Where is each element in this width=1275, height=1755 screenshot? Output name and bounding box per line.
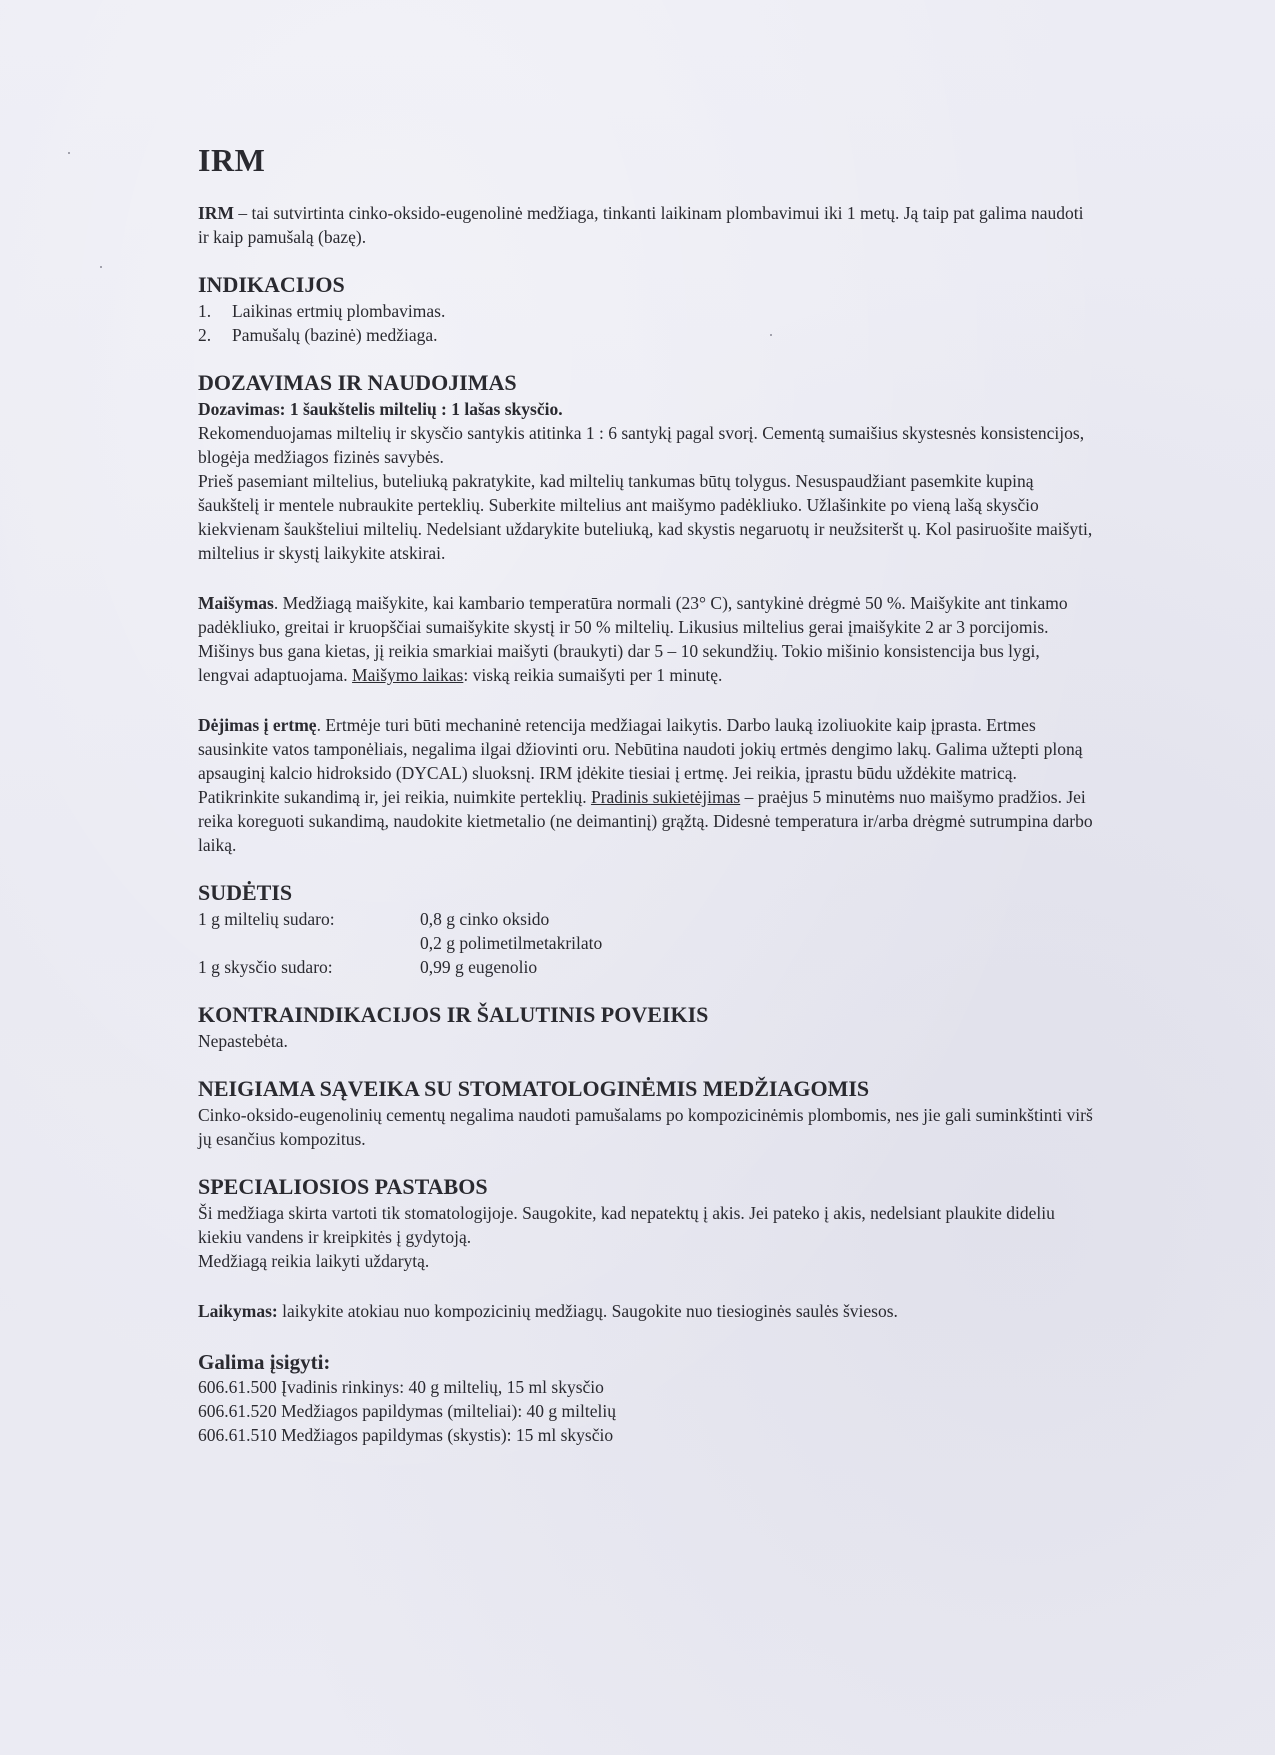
intro-paragraph <box>198 201 1095 249</box>
mixing-time-label: Maišymo laikas <box>352 665 464 685</box>
initial-set-label: Pradinis sukietėjimas <box>590 787 741 807</box>
mixing-lead: Maišymas <box>198 593 274 613</box>
composition-label: 1 g miltelių sudaro: <box>198 909 335 929</box>
list-item-text: Pamušalų (bazinė) medžiaga. <box>232 325 438 345</box>
scan-speck <box>68 152 70 154</box>
intro-lead: IRM <box>198 203 234 223</box>
special-notes-line-1: Ši medžiaga skirta vartoti tik stomatologijoje. Saugokite, kad nepatektų į akis. Jei pateko į akis, nedelsiant plaukite dideliu kiekiu vandens ir kreipkitės į gydytoją. <box>198 1203 1055 1247</box>
special-notes-line-2: Medžiagą reikia laikyti uždarytą. <box>198 1251 430 1271</box>
list-item <box>198 299 1095 323</box>
contraindications-heading: KONTRAINDIKACIJOS IR ŠALUTINIS POVEIKIS <box>198 1002 709 1027</box>
order-item: 606.61.500 Įvadinis rinkinys: 40 g miltelių, 15 ml skysčio <box>198 1377 604 1397</box>
available-section <box>198 1349 1095 1447</box>
table-row <box>198 955 602 979</box>
dose-line: Dozavimas: 1 šaukštelis miltelių : 1 lašas skysčio. <box>198 399 563 419</box>
order-item: 606.61.510 Medžiagos papildymas (skystis): 15 ml skysčio <box>198 1425 614 1445</box>
placement-text-2: – praėjus 5 minutėms nuo maišymo pradžios. Jei reika koreguoti sukandimą, naudokite kietmetalio (ne deimantinį) grąžtą. Didesnė temperatura ir/arba drėgmė sutrumpina darbo laiką. <box>198 787 1093 855</box>
dosage-paragraph-1: Rekomenduojamas miltelių ir skysčio santykis atitinka 1 : 6 santykį pagal svorį. Cementą sumaišius skystesnės konsistencijos, blogėja medžiagos fizinės savybės. <box>198 423 1085 467</box>
mixing-time-text: : viską reikia sumaišyti per 1 minutę. <box>463 665 723 685</box>
placement-section <box>198 713 1095 857</box>
dosage-heading: DOZAVIMAS IR NAUDOJIMAS <box>198 370 517 395</box>
storage-section <box>198 1299 1095 1323</box>
special-notes-heading: SPECIALIOSIOS PASTABOS <box>198 1174 488 1199</box>
composition-table <box>198 907 602 979</box>
placement-lead: Dėjimas į ertmę <box>198 715 317 735</box>
special-notes-section <box>198 1173 1095 1273</box>
mixing-paragraph <box>198 591 1095 687</box>
storage-text: laikykite atokiau nuo kompozicinių medžiagų. Saugokite nuo tiesioginės saulės šviesos. <box>277 1301 898 1321</box>
storage-paragraph <box>198 1299 1095 1323</box>
mixing-section <box>198 591 1095 687</box>
storage-lead: Laikymas: <box>198 1301 278 1321</box>
document-title: IRM <box>198 142 266 178</box>
contraindications-section <box>198 1001 1095 1053</box>
contraindications-text: Nepastebėta. <box>198 1031 288 1051</box>
scan-speck <box>100 266 102 268</box>
mixing-text: . Medžiagą maišykite, kai kambario temperatūra normali (23° C), santykinė drėgmė 50 %. Maišykite ant tinkamo padėkliuko, greitai ir kruopščiai sumaišykite skystį ir 50 % miltelių. Likusius miltelius gerai įmaišykite 2 ar 3 porcijomis. Mišinys bus gana kietas, jį reikia smarkiai maišyti (braukyti) dar 5 – 10 sekundžių. Tokio mišinio konsistencija bus lygi, lengvai adaptuojama. <box>198 593 1068 685</box>
intro-text: – tai sutvirtinta cinko-oksido-eugenolinė medžiaga, tinkanti laikinam plombavimui iki 1 metų. Ją taip pat galima naudoti ir kaip pamušalą (bazę). <box>198 203 1084 247</box>
available-heading: Galima įsigyti: <box>198 1350 331 1374</box>
composition-value: 0,8 g cinko oksido <box>420 909 550 929</box>
table-row <box>198 931 602 955</box>
interaction-heading: NEIGIAMA SĄVEIKA SU STOMATOLOGINĖMIS MEDŽIAGOMIS <box>198 1076 870 1101</box>
placement-paragraph <box>198 713 1095 857</box>
placement-text-1: . Ertmėje turi būti mechaninė retencija medžiagai laikytis. Darbo lauką izoliuokite kaip įprasta. Ertmes sausinkite vatos tamponėliais, negalima ilgai džiovinti oru. Nebūtina naudoti jokių ertmės dengimo lakų. Galima užtepti ploną apsauginį kalcio hidroksido (DYCAL) sluoksnį. IRM įdėkite tiesiai į ertmę. Jei reikia, įprastu būdu uždėkite matricą. Patikrinkite sukandimą ir, jei reikia, nuimkite perteklių. <box>198 715 1083 807</box>
list-item-number: 1. <box>198 301 212 321</box>
interaction-section <box>198 1075 1095 1151</box>
list-item-number: 2. <box>198 325 212 345</box>
order-item: 606.61.520 Medžiagos papildymas (milteliai): 40 g miltelių <box>198 1401 616 1421</box>
dosage-paragraph-2: Prieš pasemiant miltelius, buteliuką pakratykite, kad miltelių tankumas būtų tolygus. Nesuspaudžiant pasemkite kupiną šaukštelį ir mentele nubraukite perteklių. Suberkite miltelius ant maišymo padėkliuko. Užlašinkite po vieną lašą skysčio kiekvienam šaukšteliui miltelių. Nedelsiant uždarykite buteliuką, kad skystis negaruotų ir neužsiteršt ų. Kol pasiruošite maišyti, miltelius ir skystį laikykite atskirai. <box>198 471 1093 563</box>
indications-section <box>198 271 1095 347</box>
composition-heading: SUDĖTIS <box>198 880 293 905</box>
composition-label: 1 g skysčio sudaro: <box>198 957 333 977</box>
interaction-text: Cinko-oksido-eugenolinių cementų negalima naudoti pamušalams po kompozicinėmis plombomis, nes jie gali suminkštinti virš jų esančius kompozitus. <box>198 1105 1093 1149</box>
composition-section <box>198 879 1095 979</box>
dosage-section <box>198 369 1095 565</box>
list-item <box>198 323 1095 347</box>
list-item-text: Laikinas ertmių plombavimas. <box>232 301 446 321</box>
scan-speck <box>770 334 772 336</box>
indications-heading: INDIKACIJOS <box>198 272 345 297</box>
composition-value: 0,2 g polimetilmetakrilato <box>420 933 603 953</box>
indications-list <box>198 299 1095 347</box>
composition-value: 0,99 g eugenolio <box>420 957 538 977</box>
composition-label <box>198 931 420 955</box>
table-row <box>198 907 602 931</box>
